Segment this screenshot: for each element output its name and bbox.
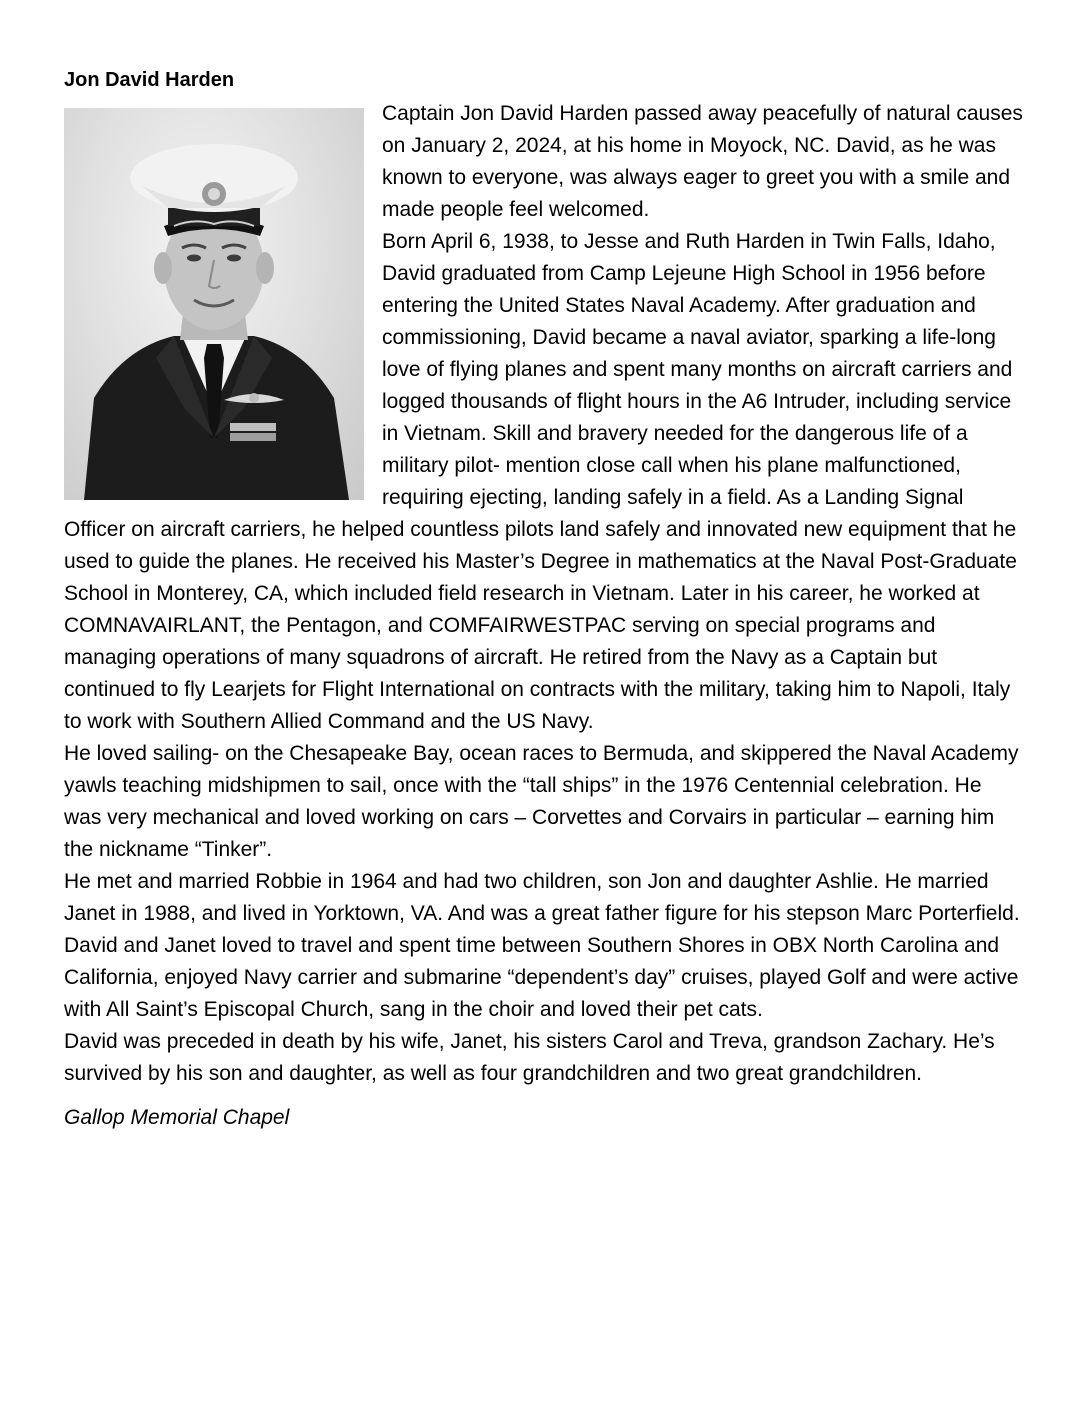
- funeral-home-name: Gallop Memorial Chapel: [64, 1106, 290, 1129]
- obituary-paragraph-4: He met and married Robbie in 1964 and had two children, son Jon and daughter Ashlie. He married Janet in 1988, and lived in Yorktown, VA. And was a great father figure for his stepson Marc Porterfield. David and Janet loved to travel and spent time between Southern Shores in OBX North Carolina and California, enjoyed Navy carrier and submarine “dependent’s day” cruises, played Golf and were active with All Saint’s Episcopal Church, sang in the choir and loved their pet cats.: [64, 870, 1020, 1021]
- obituary-paragraph-3: He loved sailing- on the Chesapeake Bay, ocean races to Bermuda, and skippered the Naval Academy yawls teaching midshipmen to sail, once with the “tall ships” in the 1976 Centennial celebration. He was very mechanical and loved working on cars – Corvettes and Corvairs in particular – earning him the nickname “Tinker”.: [64, 742, 1019, 861]
- obituary-title: Jon David Harden: [64, 69, 235, 91]
- obituary-paragraph-2: Born April 6, 1938, to Jesse and Ruth Harden in Twin Falls, Idaho, David graduated from Camp Lejeune High School in 1956 before entering the United States Naval Academy. After graduation and commissioning, David became a naval aviator, sparking a life-long love of flying planes and spent many months on aircraft carriers and logged thousands of flight hours in the A6 Intruder, including service in Vietnam. Skill and bravery needed for the dangerous life of a military pilot- mention close call when his plane malfunctioned, requiring ejecting, landing safely in a field. As a Landing Signal Officer on aircraft carriers, he helped countless pilots land safely and innovated new equipment that he used to guide the planes. He received his Master’s Degree in mathematics at the Naval Post-Graduate School in Monterey, CA, which included field research in Vietnam. Later in his career, he worked at COMNAVAIRLANT, the Pentagon, and COMFAIRWESTPAC serving on special programs and managing operations of many squadrons of aircraft. He retired from the Navy as a Captain but continued to fly Learjets for Flight International on contracts with the military, taking him to Napoli, Italy to work with Southern Allied Command and the US Navy.: [64, 230, 1017, 733]
- obituary-paragraph-1: Captain Jon David Harden passed away peacefully of natural causes on January 2, 2024, at his home in Moyock, NC. David, as he was known to everyone, was always eager to greet you with a smile and made people feel welcomed.: [382, 102, 1023, 221]
- obituary-paragraph-5: David was preceded in death by his wife, Janet, his sisters Carol and Treva, grandson Zachary. He’s survived by his son and daughter, as well as four grandchildren and two great grandchildren.: [64, 1030, 995, 1085]
- portrait-photo: [64, 108, 364, 500]
- obituary-page: [64, 66, 1024, 1134]
